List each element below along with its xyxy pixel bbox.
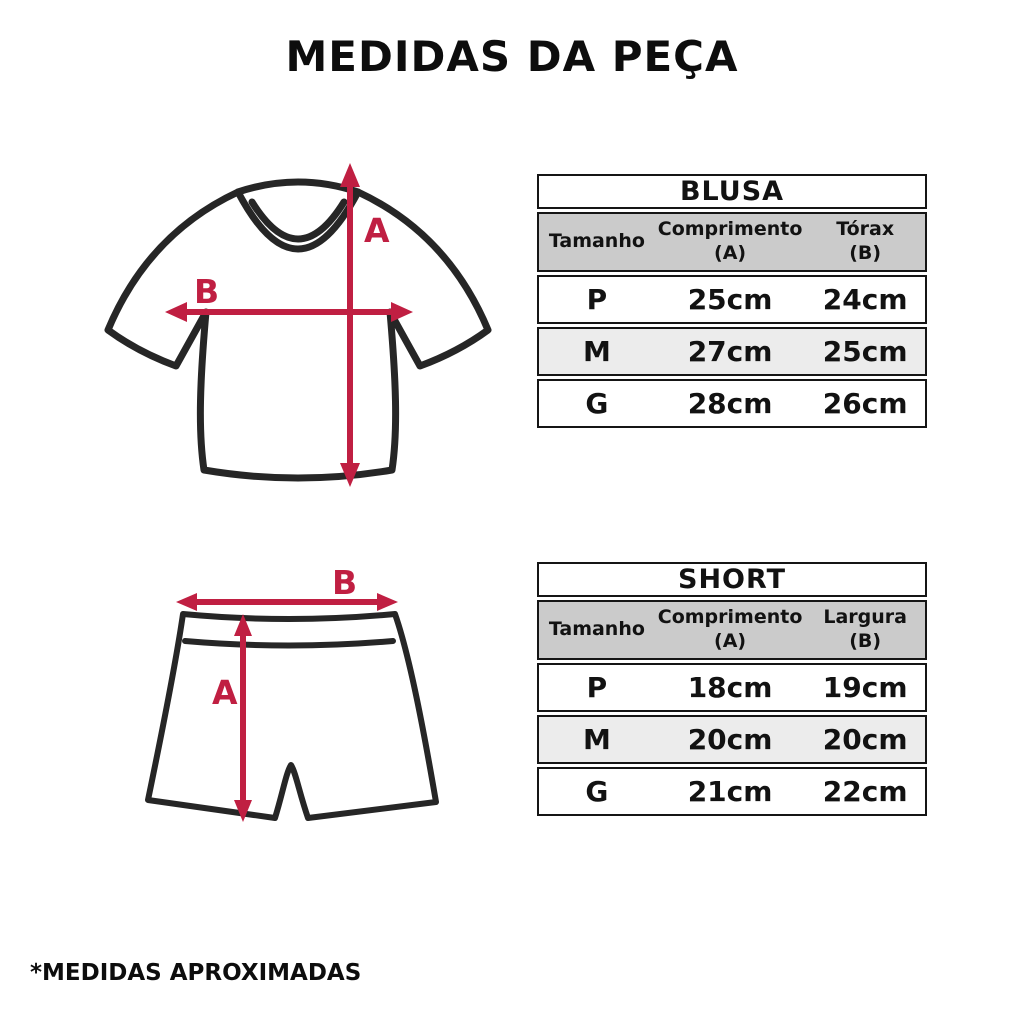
tshirt-diagram xyxy=(88,150,508,510)
cell-torax: 26cm xyxy=(822,387,908,420)
table-title-blusa: BLUSA xyxy=(537,174,927,209)
column-header-largura xyxy=(805,602,925,658)
column-header-comprimento xyxy=(655,214,806,270)
column-label: Tórax xyxy=(836,218,895,241)
measure-label-b: B xyxy=(194,272,220,311)
table-row-g xyxy=(537,379,927,428)
table-header-row xyxy=(537,600,927,660)
approx-measures-note: *MEDIDAS APROXIMADAS xyxy=(30,960,362,986)
column-label: Tamanho xyxy=(548,618,645,641)
column-label: Tamanho xyxy=(548,230,645,253)
column-header-tamanho xyxy=(539,214,655,270)
table-row-p xyxy=(537,275,927,324)
measure-arrow-a-head-top xyxy=(340,163,360,187)
cell-size: P xyxy=(586,283,608,316)
cell-torax: 24cm xyxy=(822,283,908,316)
column-header-torax xyxy=(805,214,925,270)
column-header-comprimento xyxy=(655,602,806,658)
cell-comprimento: 21cm xyxy=(687,775,773,808)
cell-largura: 22cm xyxy=(822,775,908,808)
column-label: Largura xyxy=(823,606,907,629)
column-sublabel: (B) xyxy=(849,630,882,652)
cell-comprimento: 28cm xyxy=(687,387,773,420)
page-title: MEDIDAS DA PEÇA xyxy=(285,32,739,81)
column-header-tamanho xyxy=(539,602,655,658)
cell-torax: 25cm xyxy=(822,335,908,368)
table-row-m xyxy=(537,327,927,376)
column-sublabel: (A) xyxy=(714,242,747,264)
shorts-diagram xyxy=(128,552,458,852)
cell-comprimento: 18cm xyxy=(687,671,773,704)
blusa-size-table xyxy=(537,174,927,428)
cell-largura: 20cm xyxy=(822,723,908,756)
cell-comprimento: 27cm xyxy=(687,335,773,368)
cell-size: M xyxy=(582,335,611,368)
table-row-g xyxy=(537,767,927,816)
column-label: Comprimento xyxy=(657,606,803,629)
table-row-p xyxy=(537,663,927,712)
measure-label-a: A xyxy=(364,211,390,250)
cell-comprimento: 25cm xyxy=(687,283,773,316)
table-header-row xyxy=(537,212,927,272)
cell-largura: 19cm xyxy=(822,671,908,704)
column-sublabel: (B) xyxy=(849,242,882,264)
column-sublabel: (A) xyxy=(714,630,747,652)
table-row-m xyxy=(537,715,927,764)
cell-size: G xyxy=(585,775,609,808)
measure-label-b: B xyxy=(332,563,358,602)
tshirt-outline xyxy=(108,182,488,478)
cell-size: P xyxy=(586,671,608,704)
cell-size: G xyxy=(585,387,609,420)
short-size-table xyxy=(537,562,927,816)
column-label: Comprimento xyxy=(657,218,803,241)
table-title-short: SHORT xyxy=(537,562,927,597)
measure-label-a: A xyxy=(212,673,238,712)
measure-arrow-b-head-left xyxy=(176,593,197,611)
measure-arrow-b-head-right xyxy=(377,593,398,611)
cell-size: M xyxy=(582,723,611,756)
cell-comprimento: 20cm xyxy=(687,723,773,756)
